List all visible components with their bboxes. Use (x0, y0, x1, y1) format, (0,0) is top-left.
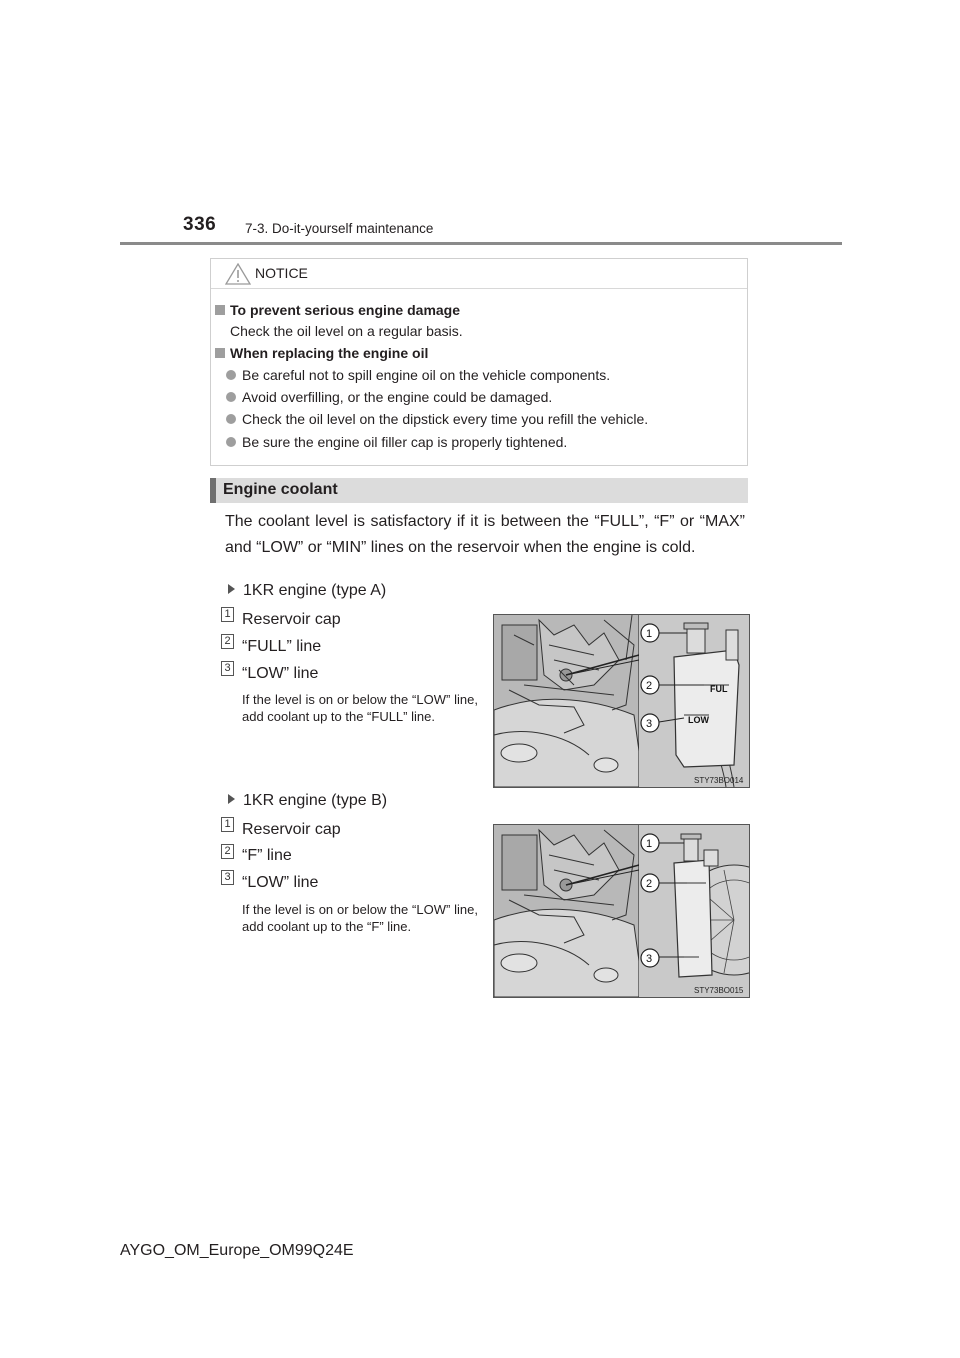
engine-bay-illustration-b (494, 825, 749, 997)
type-a-item-low-line: “LOW” line (242, 665, 319, 682)
triangle-bullet-icon (228, 584, 235, 594)
section-title: 7-3. Do-it-yourself maintenance (245, 221, 434, 236)
notice-heading-engine-damage: To prevent serious engine damage (215, 302, 460, 318)
round-bullet-icon (226, 414, 236, 424)
callout-1: 1 (646, 838, 653, 850)
notice-bullet: Check the oil level on the dipstick every time you refill the vehicle. (226, 411, 648, 427)
callout-2: 2 (646, 878, 653, 890)
item-number-2: 2 (221, 634, 234, 649)
notice-bullet: Be careful not to spill engine oil on the vehicle components. (226, 367, 610, 383)
footer-doc-id: AYGO_OM_Europe_OM99Q24E (120, 1242, 354, 1259)
engine-coolant-heading: Engine coolant (210, 478, 748, 503)
round-bullet-icon (226, 370, 236, 380)
item-number-3: 3 (221, 870, 234, 885)
round-bullet-icon (226, 437, 236, 447)
warning-triangle-icon (225, 263, 251, 285)
notice-box (210, 258, 748, 466)
type-b-title: 1KR engine (type B) (228, 792, 387, 810)
callout-3: 3 (646, 718, 653, 730)
figure-b-id: STY73BO015 (694, 986, 744, 995)
type-a-title: 1KR engine (type A) (228, 582, 386, 600)
full-mark: FUL (710, 684, 728, 694)
type-b-item-low-line: “LOW” line (242, 874, 319, 891)
type-a-note: If the level is on or below the “LOW” line, add coolant up to the “FULL” line. (242, 692, 478, 724)
notice-heading-replacing-oil: When replacing the engine oil (215, 345, 428, 361)
engine-bay-illustration-a (494, 615, 749, 787)
figure-type-b (493, 824, 750, 998)
square-bullet-icon (215, 348, 225, 358)
item-number-1: 1 (221, 817, 234, 832)
notice-text-check-level: Check the oil level on a regular basis. (230, 323, 463, 339)
notice-header (211, 259, 747, 289)
low-mark: LOW (688, 715, 709, 725)
item-number-2: 2 (221, 844, 234, 859)
item-number-3: 3 (221, 661, 234, 676)
type-a-item-reservoir-cap: Reservoir cap (242, 611, 341, 628)
header-rule (120, 242, 842, 245)
callout-2: 2 (646, 680, 653, 692)
type-a-item-full-line: “FULL” line (242, 638, 322, 655)
figure-a-id: STY73BO014 (694, 776, 744, 785)
square-bullet-icon (215, 305, 225, 315)
figure-type-a (493, 614, 750, 788)
notice-bullet: Be sure the engine oil filler cap is properly tightened. (226, 434, 567, 450)
page-number: 336 (183, 214, 217, 235)
callout-1: 1 (646, 628, 653, 640)
item-number-1: 1 (221, 607, 234, 622)
type-b-item-reservoir-cap: Reservoir cap (242, 821, 341, 838)
coolant-intro: The coolant level is satisfactory if it is between the “FULL”, “F” or “MAX” and “LOW” or “MIN” lines on the reservoir when the engine is cold. (225, 513, 745, 556)
round-bullet-icon (226, 392, 236, 402)
notice-label: NOTICE (255, 265, 308, 281)
notice-bullet: Avoid overfilling, or the engine could be damaged. (226, 389, 552, 405)
type-b-note: If the level is on or below the “LOW” line, add coolant up to the “F” line. (242, 902, 478, 934)
triangle-bullet-icon (228, 794, 235, 804)
heading-accent-bar (210, 478, 216, 503)
type-b-item-f-line: “F” line (242, 847, 292, 864)
callout-3: 3 (646, 953, 653, 965)
